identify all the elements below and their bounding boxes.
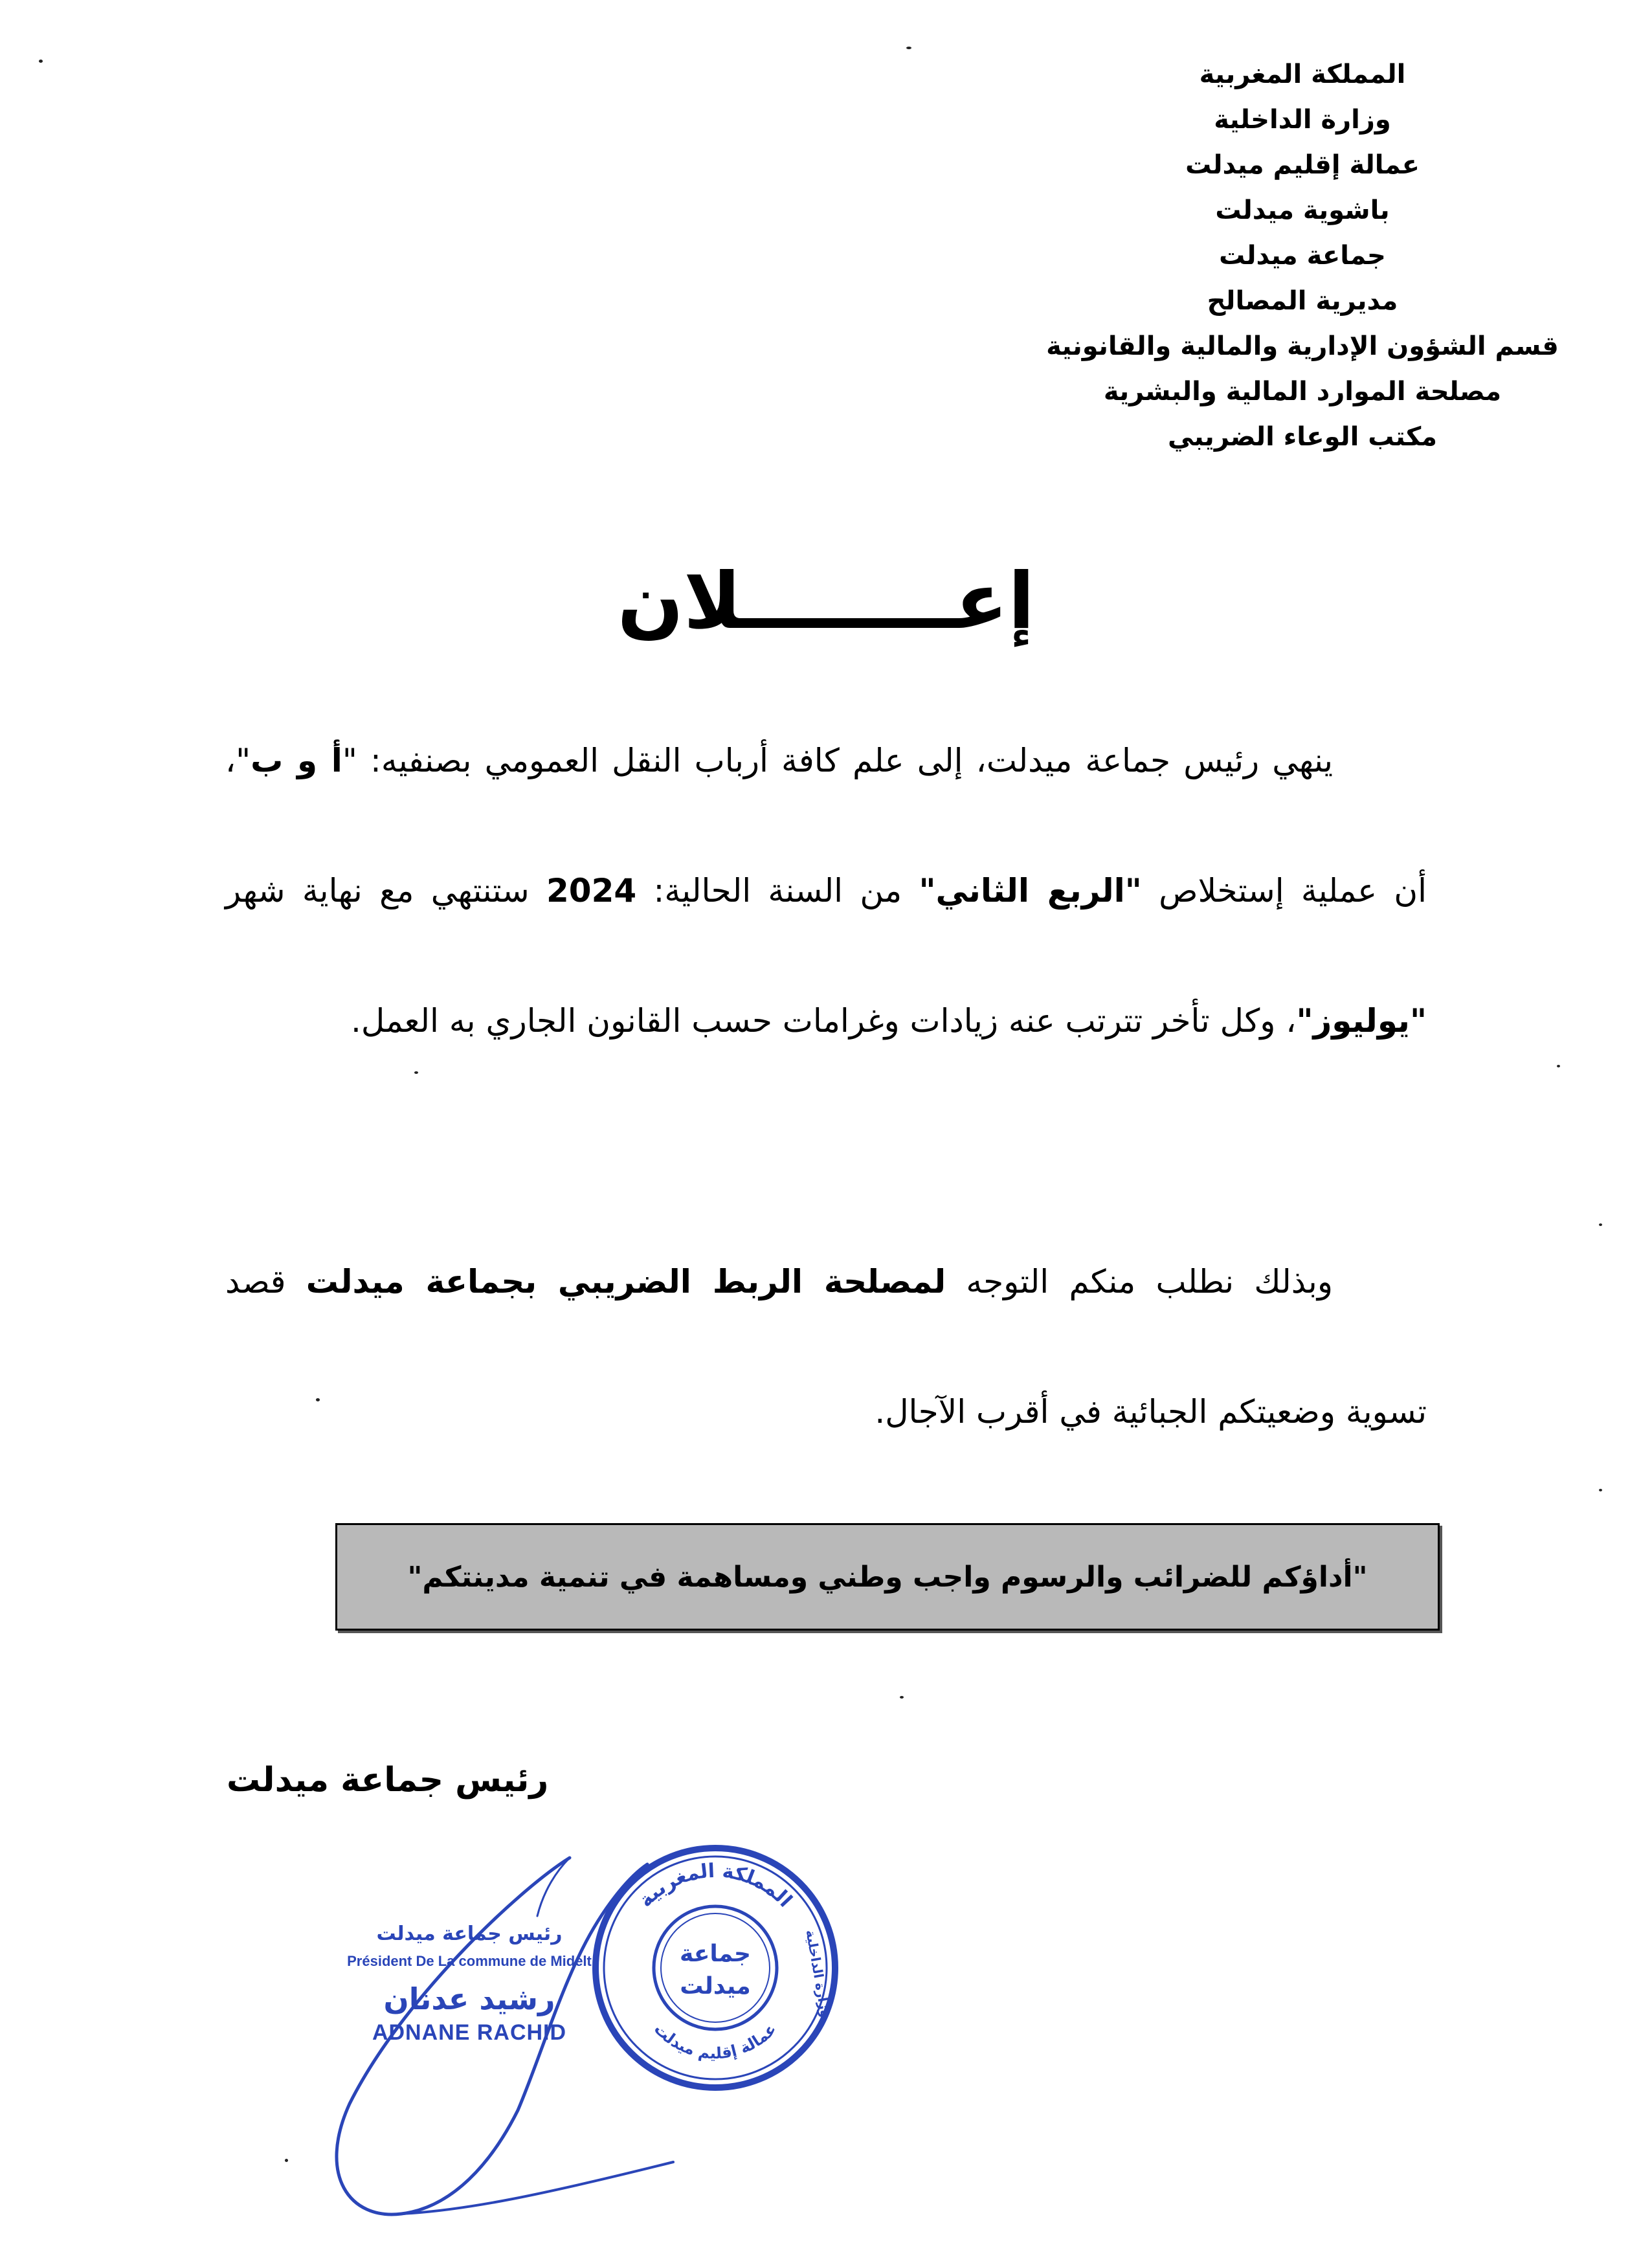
letterhead-line: مكتب الوعاء الضريبي	[1168, 422, 1437, 452]
seal-inner-bottom: ميدلت	[680, 1973, 751, 2000]
letterhead-line: وزارة الداخلية	[1214, 105, 1391, 135]
announcement-title: إعــــــــلان	[617, 557, 1035, 647]
handwritten-signature	[324, 1851, 686, 2227]
paragraph-text: من السنة الحالية:	[636, 872, 919, 909]
paragraph-text: ستنتهي مع نهاية شهر	[225, 872, 546, 909]
announcement-paragraph-2	[225, 1217, 1427, 1477]
letterhead-line: المملكة المغربية	[1199, 60, 1406, 89]
letterhead-line: مصلحة الموارد المالية والبشرية	[1103, 377, 1502, 407]
paragraph-text: قصد تسوية وضعيتكم الجبائية في أقرب الآجال.	[225, 1263, 1427, 1431]
seal-lower-text-path: عمالة إقليم ميدلت	[650, 2020, 780, 2063]
paragraph-text: ، وكل تأخر تترتب عنه زيادات وغرامات حسب القانون الجاري به العمل.	[351, 1002, 1297, 1040]
seal-outer-text-path: المملكة المغربية	[634, 1859, 797, 1912]
stamp-line: رئيس جماعة ميدلت	[376, 1923, 563, 1945]
paragraph-bold-text: أ و ب	[251, 742, 342, 779]
letterhead-line: قسم الشؤون الإدارية والمالية والقانونية	[1046, 331, 1559, 361]
paragraph-bold-text: لمصلحة الربط الضريبي بجماعة ميدلت	[306, 1263, 946, 1300]
scan-speck	[900, 1696, 904, 1699]
letterhead-line: باشوية ميدلت	[1215, 195, 1390, 225]
letterhead-line: جماعة ميدلت	[1219, 241, 1386, 271]
stamp-line: رشيد عدنان	[383, 1981, 555, 2016]
seal-right-arc: وزارة الداخلية	[803, 1928, 834, 2019]
scan-speck	[285, 2159, 288, 2162]
paragraph-text: ينهي رئيس جماعة ميدلت، إلى علم كافة أرباب النقل العمومي بصنفيه: "	[342, 742, 1333, 779]
paragraph-bold-text: "يوليوز"	[1296, 1002, 1427, 1040]
scan-speck	[1599, 1223, 1602, 1226]
signer-title: رئيس جماعة ميدلت	[227, 1761, 549, 1800]
stamp-line: ADNANE RACHID	[372, 2020, 567, 2045]
letterhead	[1044, 52, 1561, 460]
announcement-paragraph-1	[225, 696, 1427, 1086]
scan-speck	[1557, 1065, 1560, 1067]
paragraph-text: "، أن عملية إستخلاص	[225, 742, 1427, 909]
letterhead-line: عمالة إقليم ميدلت	[1185, 150, 1420, 180]
slogan-text: "أداؤكم للضرائب والرسوم واجب وطني ومساهمة في تنمية مدينتكم"	[407, 1560, 1368, 1594]
paragraph-text: وبذلك نطلب منكم التوجه	[946, 1263, 1333, 1300]
paragraph-bold-text: 2024	[546, 872, 637, 909]
scan-speck	[906, 47, 911, 49]
slogan-box	[335, 1523, 1440, 1631]
seal-inner-top: جماعة	[679, 1941, 752, 1967]
letterhead-line: مديرية المصالح	[1207, 286, 1398, 316]
stamp-line: Président De La commune de Midelt	[347, 1953, 592, 1969]
scan-speck	[1599, 1489, 1602, 1491]
scan-speck	[39, 60, 43, 63]
paragraph-bold-text: "الربع الثاني"	[919, 872, 1142, 909]
